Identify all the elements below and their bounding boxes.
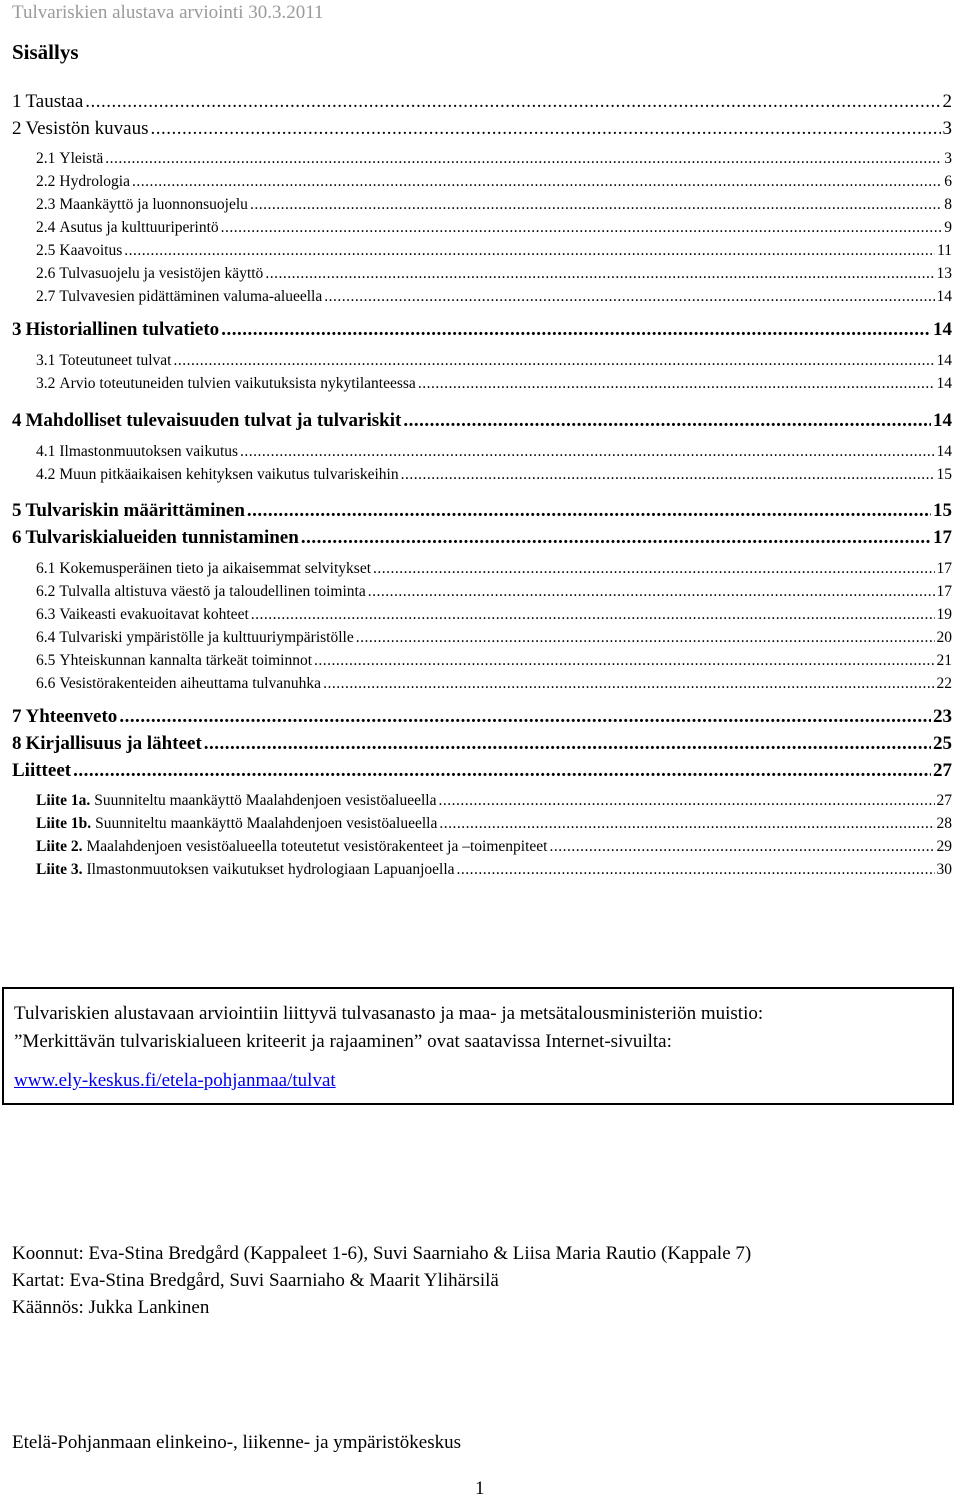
toc-leader-dots xyxy=(73,760,931,782)
toc-entry-number: 2.2 xyxy=(36,173,56,190)
toc-entry-page: 20 xyxy=(936,629,952,646)
toc-entry-number: 2.7 xyxy=(36,288,56,305)
toc-entry-6-2[interactable] xyxy=(36,583,952,601)
info-line-2: ”Merkittävän tulvariskialueen kriteerit ja rajaaminen” ovat saatavissa Internet-sivuilta: xyxy=(14,1031,672,1052)
toc-entry-number: 4.2 xyxy=(36,466,56,483)
toc-entry-page: 11 xyxy=(937,242,952,259)
ely-keskus-link[interactable]: www.ely-keskus.fi/etela-pohjanmaa/tulvat xyxy=(14,1070,336,1091)
toc-entry-page: 2 xyxy=(942,91,952,112)
toc-leader-dots xyxy=(250,196,942,214)
toc-entry-page: 17 xyxy=(936,560,952,577)
toc-entry-2-4[interactable] xyxy=(36,219,952,237)
toc-entry-page: 29 xyxy=(936,838,952,855)
toc-leader-dots xyxy=(373,560,934,578)
toc-entry-number: 3 xyxy=(12,319,22,340)
toc-leader-dots xyxy=(439,815,934,833)
credit-maps: Kartat: Eva-Stina Bredgård, Suvi Saarniaho & Maarit Ylihärsilä xyxy=(12,1270,499,1291)
toc-leader-dots xyxy=(438,792,934,810)
toc-entry-number: 3.2 xyxy=(36,375,56,392)
toc-entry-title: Yhteenveto xyxy=(25,706,118,727)
toc-entry-number: 6.4 xyxy=(36,629,56,646)
toc-entry-liitteet[interactable] xyxy=(12,760,952,782)
toc-entry-6-1[interactable] xyxy=(36,560,952,578)
toc-entry-number: Liite 3. xyxy=(36,861,83,878)
toc-leader-dots xyxy=(549,838,934,856)
toc-entry-title: Mahdolliset tulevaisuuden tulvat ja tulvariskit xyxy=(25,410,402,431)
toc-entry-title: Tulvavesien pidättäminen valuma-alueella xyxy=(59,288,323,305)
info-line-1: Tulvariskien alustavaan arviointiin liittyvä tulvasanasto ja maa- ja metsätalousministeriön muistio: xyxy=(14,1003,764,1024)
toc-entry-title: Maalahdenjoen vesistöalueella toteutetut vesistörakenteet ja –toimenpiteet xyxy=(86,838,548,855)
toc-leader-dots xyxy=(247,500,931,522)
toc-entry-page: 14 xyxy=(933,319,952,340)
toc-leader-dots xyxy=(221,219,943,237)
toc-entry-number: 4.1 xyxy=(36,443,56,460)
toc-entry-title: Kaavoitus xyxy=(59,242,123,259)
toc-entry-page: 14 xyxy=(933,410,952,431)
toc-leader-dots xyxy=(124,242,935,260)
toc-entry-title: Taustaa xyxy=(25,91,84,112)
toc-leader-dots xyxy=(119,706,931,728)
toc-leader-dots xyxy=(301,527,931,549)
toc-leader-dots xyxy=(265,265,934,283)
toc-leader-dots xyxy=(324,288,934,306)
toc-entry-title: Suunniteltu maankäyttö Maalahdenjoen vesistöalueella xyxy=(94,792,437,809)
toc-entry-2-3[interactable] xyxy=(36,196,952,214)
toc-entry-number: 6.6 xyxy=(36,675,56,692)
toc-entry-page: 8 xyxy=(944,196,952,213)
toc-entry-page: 9 xyxy=(944,219,952,236)
toc-entry-6[interactable] xyxy=(12,527,952,549)
toc-entry-page: 23 xyxy=(933,706,952,727)
toc-entry-number: 6.5 xyxy=(36,652,56,669)
toc-entry-3[interactable] xyxy=(12,319,952,341)
toc-entry-number: Liite 2. xyxy=(36,838,83,855)
toc-entry-page: 17 xyxy=(936,583,952,600)
toc-leader-dots xyxy=(85,91,940,113)
toc-leader-dots xyxy=(132,173,942,191)
toc-entry-number: 6.2 xyxy=(36,583,56,600)
toc-entry-page: 3 xyxy=(944,150,952,167)
toc-entry-page: 14 xyxy=(936,288,952,305)
toc-entry-title: Ilmastonmuutoksen vaikutukset hydrologiaan Lapuanjoella xyxy=(86,861,455,878)
toc-leader-dots xyxy=(314,652,934,670)
toc-entry-title: Liitteet xyxy=(12,760,72,781)
toc-entry-number: 4 xyxy=(12,410,22,431)
toc-entry-title: Arvio toteutuneiden tulvien vaikutuksista nykytilanteessa xyxy=(59,375,416,392)
toc-leader-dots xyxy=(356,629,935,647)
toc-entry-page: 21 xyxy=(936,652,952,669)
toc-entry-page: 27 xyxy=(933,760,952,781)
toc-leader-dots xyxy=(240,443,934,461)
toc-entry-number: 2.6 xyxy=(36,265,56,282)
toc-entry-page: 14 xyxy=(936,443,952,460)
toc-entry-5[interactable] xyxy=(12,500,952,522)
toc-entry-number: 1 xyxy=(12,91,22,112)
toc-entry-page: 19 xyxy=(936,606,952,623)
info-box xyxy=(2,987,954,1105)
toc-entry-title: Yhteiskunnan kannalta tärkeät toiminnot xyxy=(59,652,313,669)
toc-entry-2-6[interactable] xyxy=(36,265,952,283)
toc-entry-6-3[interactable] xyxy=(36,606,952,624)
credit-organization: Etelä-Pohjanmaan elinkeino-, liikenne- ja ympäristökeskus xyxy=(12,1432,462,1453)
toc-leader-dots xyxy=(323,675,934,693)
toc-entry-3-1[interactable] xyxy=(36,352,952,370)
toc-entry-number: 2.3 xyxy=(36,196,56,213)
toc-entry-page: 15 xyxy=(936,466,952,483)
toc-entry-title: Maankäyttö ja luonnonsuojelu xyxy=(59,196,248,213)
toc-entry-4-2[interactable] xyxy=(36,466,952,484)
toc-entry-8[interactable] xyxy=(12,733,952,755)
toc-entry-title: Kokemusperäinen tieto ja aikaisemmat selvitykset xyxy=(59,560,372,577)
toc-heading: Sisällys xyxy=(12,40,79,64)
toc-entry-page: 17 xyxy=(933,527,952,548)
toc-entry-4-1[interactable] xyxy=(36,443,952,461)
toc-entry-number: 8 xyxy=(12,733,22,754)
toc-entry-title: Suunniteltu maankäyttö Maalahdenjoen vesistöalueella xyxy=(95,815,438,832)
toc-entry-title: Muun pitkäaikaisen kehityksen vaikutus tulvariskeihin xyxy=(59,466,399,483)
toc-entry-number: 5 xyxy=(12,500,22,521)
toc-entry-title: Asutus ja kulttuuriperintö xyxy=(59,219,219,236)
toc-leader-dots xyxy=(403,410,931,432)
toc-entry-liite-3[interactable] xyxy=(36,861,952,879)
toc-entry-title: Toteutuneet tulvat xyxy=(59,352,172,369)
toc-entry-2[interactable] xyxy=(12,118,952,140)
toc-entry-title: Tulvariskialueiden tunnistaminen xyxy=(25,527,299,548)
toc-entry-page: 14 xyxy=(936,352,952,369)
document-header: Tulvariskien alustava arviointi 30.3.2011 xyxy=(12,2,324,23)
toc-entry-title: Tulvasuojelu ja vesistöjen käyttö xyxy=(59,265,264,282)
toc-entry-number: 2.4 xyxy=(36,219,56,236)
toc-entry-number: Liite 1a. xyxy=(36,792,91,809)
toc-leader-dots xyxy=(251,606,935,624)
toc-entry-2-5[interactable] xyxy=(36,242,952,260)
toc-leader-dots xyxy=(174,352,935,370)
toc-entry-page: 25 xyxy=(933,733,952,754)
toc-entry-title: Tulvalla altistuva väestö ja taloudellinen toiminta xyxy=(59,583,366,600)
toc-leader-dots xyxy=(204,733,931,755)
toc-entry-page: 6 xyxy=(944,173,952,190)
toc-entry-title: Vaikeasti evakuoitavat kohteet xyxy=(59,606,249,623)
toc-entry-title: Hydrologia xyxy=(59,173,130,190)
toc-leader-dots xyxy=(457,861,935,879)
toc-entry-page: 14 xyxy=(936,375,952,392)
toc-entry-number: Liite 1b. xyxy=(36,815,92,832)
toc-entry-liite-2[interactable] xyxy=(36,838,952,856)
page-number: 1 xyxy=(475,1478,485,1499)
toc-leader-dots xyxy=(150,118,940,140)
toc-leader-dots xyxy=(418,375,935,393)
toc-entry-1[interactable] xyxy=(12,91,952,113)
toc-entry-6-4[interactable] xyxy=(36,629,952,647)
toc-entry-7[interactable] xyxy=(12,706,952,728)
toc-entry-number: 2.1 xyxy=(36,150,56,167)
toc-entry-6-6[interactable] xyxy=(36,675,952,693)
toc-entry-2-2[interactable] xyxy=(36,173,952,191)
toc-leader-dots xyxy=(221,319,931,341)
toc-entry-3-2[interactable] xyxy=(36,375,952,393)
toc-entry-4[interactable] xyxy=(12,410,952,432)
toc-entry-title: Vesistön kuvaus xyxy=(25,118,149,139)
toc-entry-title: Tulvariskin määrittäminen xyxy=(25,500,245,521)
info-link-line xyxy=(14,1070,336,1092)
toc-entry-page: 22 xyxy=(936,675,952,692)
toc-entry-6-5[interactable] xyxy=(36,652,952,670)
toc-entry-page: 15 xyxy=(933,500,952,521)
toc-entry-2-1[interactable] xyxy=(36,150,952,168)
toc-entry-title: Yleistä xyxy=(59,150,104,167)
toc-entry-liite-1a[interactable] xyxy=(36,792,952,810)
toc-leader-dots xyxy=(368,583,935,601)
toc-entry-title: Vesistörakenteiden aiheuttama tulvanuhka xyxy=(59,675,322,692)
toc-entry-number: 2.5 xyxy=(36,242,56,259)
credit-authors: Koonnut: Eva-Stina Bredgård (Kappaleet 1-6), Suvi Saarniaho & Liisa Maria Rautio (Kappale 7) xyxy=(12,1243,752,1264)
toc-entry-page: 30 xyxy=(936,861,952,878)
toc-entry-liite-1b[interactable] xyxy=(36,815,952,833)
credit-translation: Käännös: Jukka Lankinen xyxy=(12,1297,210,1318)
toc-entry-number: 6.3 xyxy=(36,606,56,623)
toc-entry-number: 7 xyxy=(12,706,22,727)
toc-leader-dots xyxy=(105,150,942,168)
toc-leader-dots xyxy=(401,466,935,484)
toc-entry-number: 2 xyxy=(12,118,22,139)
toc-entry-page: 27 xyxy=(936,792,952,809)
toc-entry-number: 3.1 xyxy=(36,352,56,369)
toc-entry-page: 28 xyxy=(936,815,952,832)
toc-entry-title: Historiallinen tulvatieto xyxy=(25,319,220,340)
toc-entry-title: Tulvariski ympäristölle ja kulttuuriympäristölle xyxy=(59,629,354,646)
toc-entry-page: 3 xyxy=(942,118,952,139)
toc-entry-title: Ilmastonmuutoksen vaikutus xyxy=(59,443,239,460)
toc-entry-2-7[interactable] xyxy=(36,288,952,306)
toc-entry-number: 6 xyxy=(12,527,22,548)
toc-entry-title: Kirjallisuus ja lähteet xyxy=(25,733,202,754)
toc-entry-number: 6.1 xyxy=(36,560,56,577)
toc-entry-page: 13 xyxy=(936,265,952,282)
